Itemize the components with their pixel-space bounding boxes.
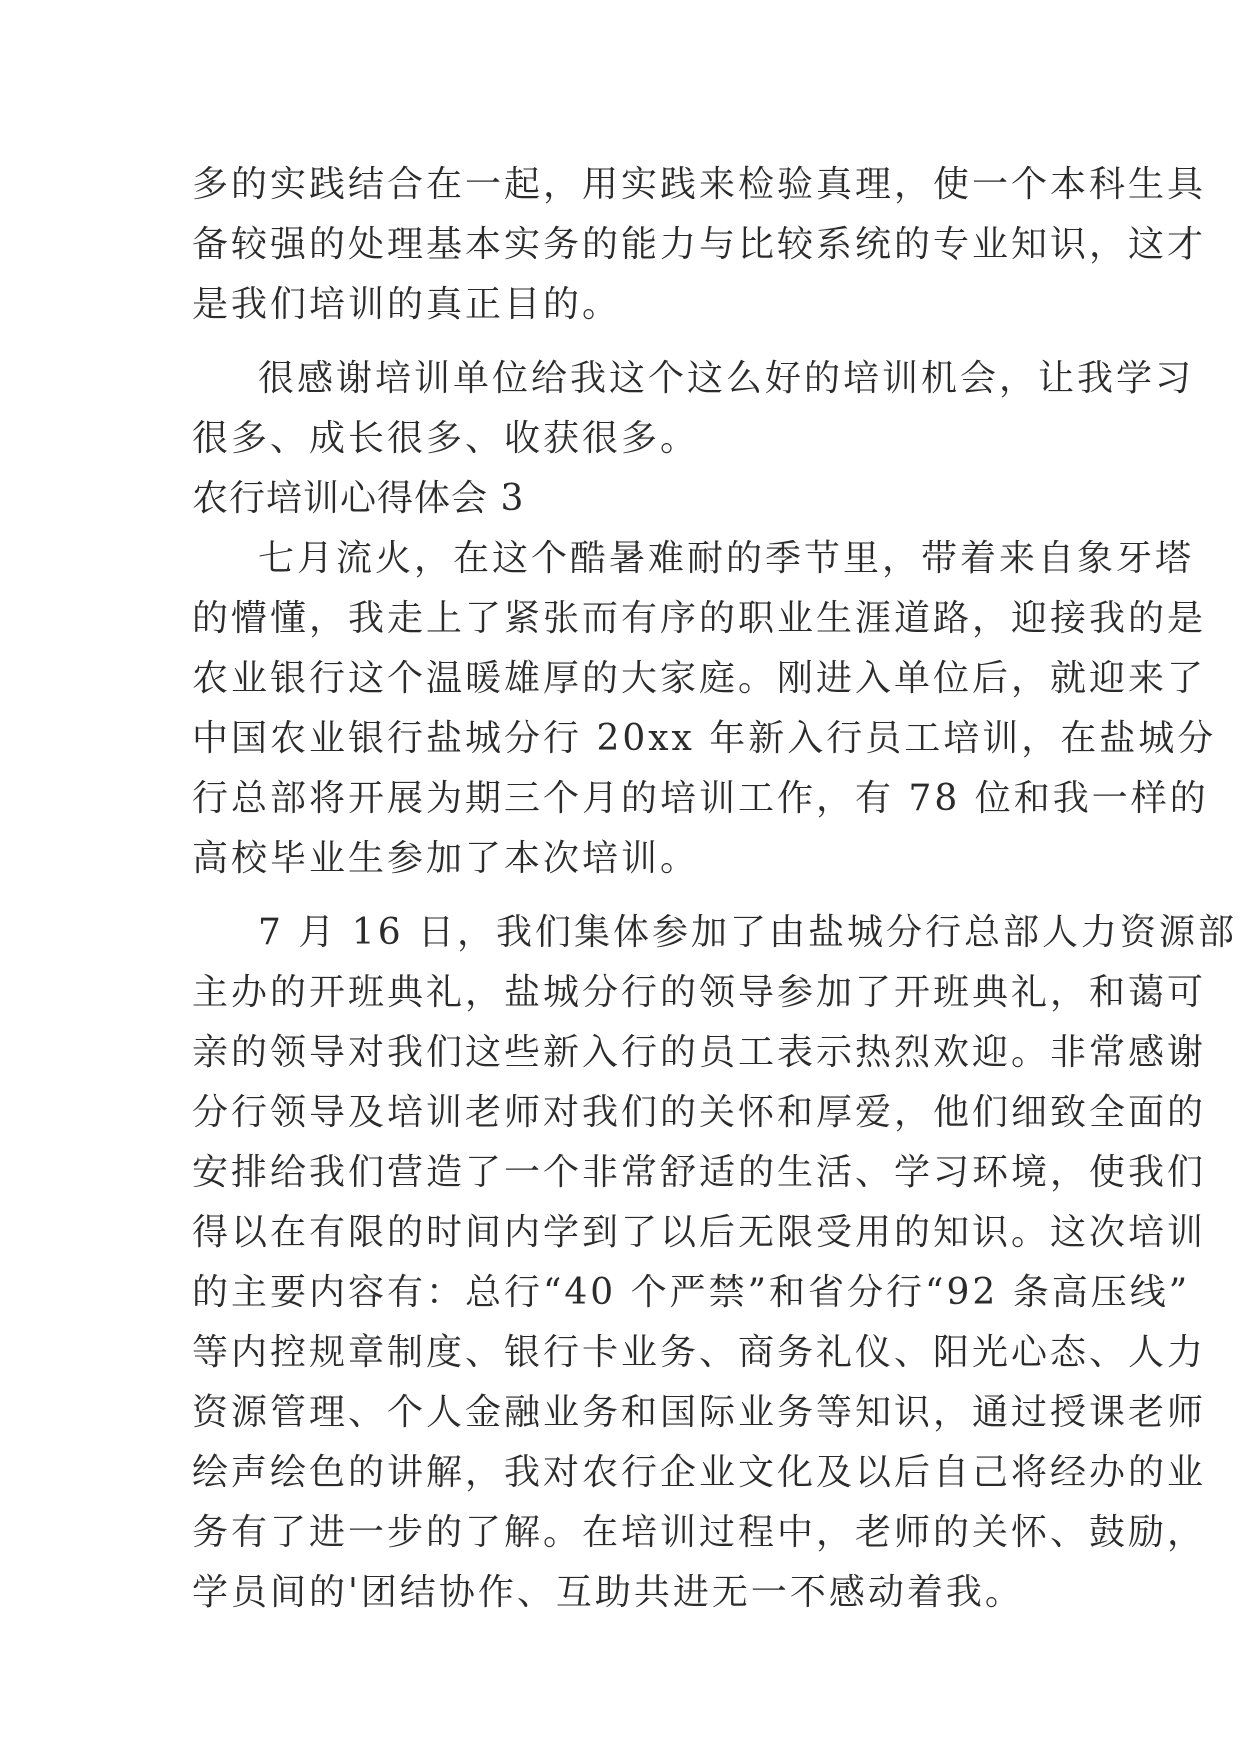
text-line: 务有了进一步的了解。在培训过程中，老师的关怀、鼓励，	[192, 1512, 1207, 1553]
text-line: 的主要内容有：总行“40 个严禁”和省分行“92 条高压线”	[192, 1272, 1191, 1313]
text-line: 行总部将开展为期三个月的培训工作，有 78 位和我一样的	[192, 778, 1209, 819]
document-body	[192, 155, 1238, 1623]
paragraph-2	[192, 349, 1195, 469]
text-line: 中国农业银行盐城分行 20xx 年新入行员工培训，在盐城分	[192, 718, 1217, 759]
text-line: 农业银行这个温暖雄厚的大家庭。刚进入单位后，就迎来了	[192, 658, 1207, 699]
text-line: 等内控规章制度、银行卡业务、商务礼仪、阳光心态、人力	[192, 1332, 1207, 1373]
text-line: 多的实践结合在一起，用实践来检验真理，使一个本科生具	[192, 164, 1207, 205]
text-line: 学员间的'团结协作、互助共进无一不感动着我。	[192, 1572, 1024, 1613]
text-line: 很多、成长很多、收获很多。	[192, 418, 700, 459]
paragraph-3	[192, 529, 1217, 889]
text-line: 高校毕业生参加了本次培训。	[192, 838, 700, 879]
section-heading-wrap	[192, 469, 1067, 529]
text-line: 分行领导及培训老师对我们的关怀和厚爱，他们细致全面的	[192, 1092, 1207, 1133]
text-line: 7 月 16 日，我们集体参加了由盐城分行总部人力资源部	[258, 912, 1238, 953]
paragraph-4	[192, 903, 1238, 1623]
text-line: 绘声绘色的讲解，我对农行企业文化及以后自己将经办的业	[192, 1452, 1207, 1493]
text-line: 主办的开班典礼，盐城分行的领导参加了开班典礼，和蔼可	[192, 972, 1207, 1013]
text-line: 资源管理、个人金融业务和国际业务等知识，通过授课老师	[192, 1392, 1207, 1433]
text-line: 七月流火，在这个酷暑难耐的季节里，带着来自象牙塔	[258, 538, 1195, 579]
text-line: 亲的领导对我们这些新入行的员工表示热烈欢迎。非常感谢	[192, 1032, 1207, 1073]
text-line: 安排给我们营造了一个非常舒适的生活、学习环境，使我们	[192, 1152, 1207, 1193]
text-line: 是我们培训的真正目的。	[192, 284, 622, 325]
section-heading: 农行培训心得体会 3	[192, 478, 525, 519]
text-line: 很感谢培训单位给我这个这么好的培训机会，让我学习	[258, 358, 1195, 399]
text-line: 得以在有限的时间内学到了以后无限受用的知识。这次培训	[192, 1212, 1207, 1253]
paragraph-1	[192, 155, 1207, 335]
text-line: 的懵懂，我走上了紧张而有序的职业生涯道路，迎接我的是	[192, 598, 1207, 639]
text-line: 备较强的处理基本实务的能力与比较系统的专业知识，这才	[192, 224, 1207, 265]
